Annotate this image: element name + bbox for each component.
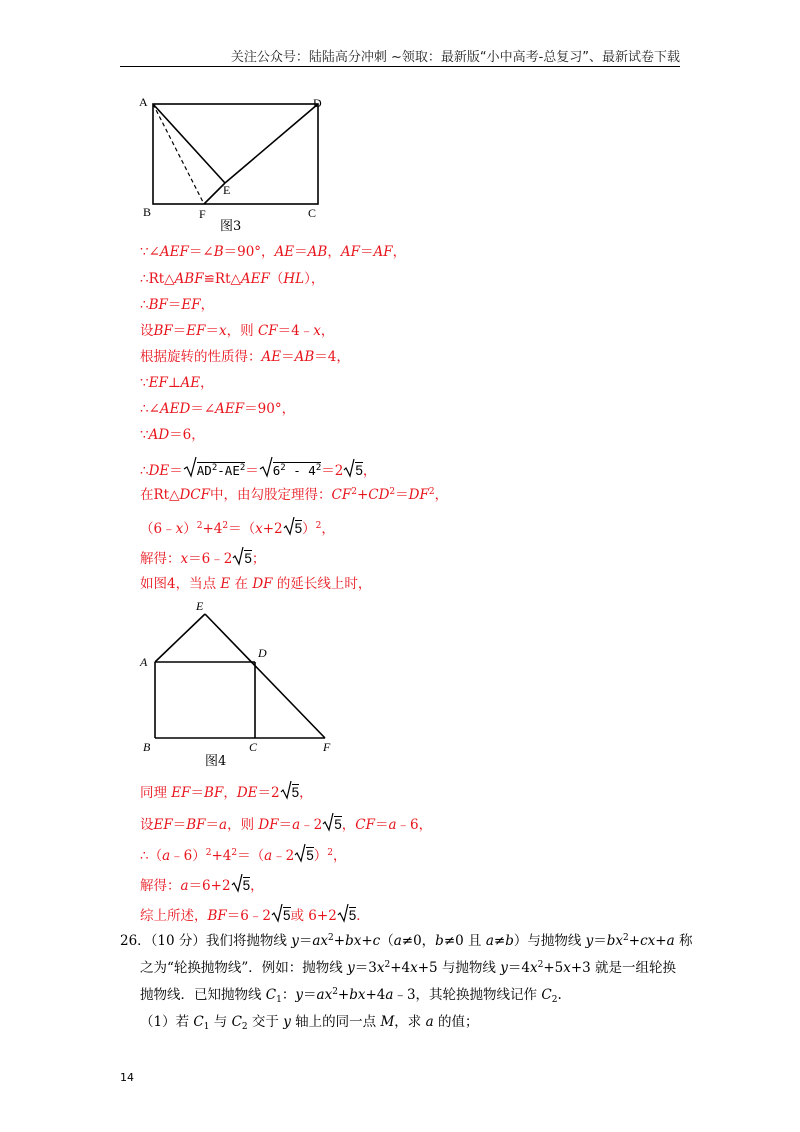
t: ，: [362, 463, 377, 479]
t: 26．（10 分）我们将抛物线: [120, 933, 292, 949]
t: ），: [304, 271, 325, 287]
t: x: [219, 323, 227, 339]
t: 中，由勾股定理得：: [210, 487, 332, 503]
t: （: [269, 271, 284, 287]
sqrt-radicand: 5: [291, 785, 300, 800]
t: 2: [280, 463, 286, 473]
t: +5: [543, 960, 564, 976]
t: AE: [180, 375, 201, 391]
t: ≠: [493, 933, 506, 949]
t: ）: [313, 848, 328, 864]
t: ＝: [245, 463, 259, 479]
page-number: 14: [120, 1071, 134, 1084]
t: ＝90°，: [223, 244, 275, 260]
t: BF: [148, 297, 168, 313]
sqrt-icon: [232, 546, 244, 566]
t: 2: [241, 1022, 248, 1032]
t: ∵∠: [140, 244, 160, 260]
t: 2: [211, 463, 218, 473]
t: 同理: [140, 785, 172, 801]
t: ＝: [294, 244, 308, 260]
sol-line-8: [140, 426, 205, 444]
sol-line-4: [140, 322, 334, 340]
t: 根据旋转的性质得：: [140, 349, 262, 365]
t: ＝6﹣2: [188, 551, 233, 567]
sol-line-18: [140, 903, 370, 925]
t: ；: [251, 551, 266, 567]
sqrt-radicand: 5: [348, 908, 357, 923]
t: +5 与抛物线: [417, 960, 501, 976]
t: 2: [315, 521, 322, 531]
t: 2: [239, 463, 246, 473]
t: ，: [341, 817, 356, 833]
t: ，: [250, 878, 264, 894]
sqrt-radicand: [273, 462, 321, 478]
sol-line-1: [140, 243, 406, 261]
sqrt-icon: [343, 458, 355, 478]
sqrt-radicand: 5: [242, 878, 251, 893]
sqrt-icon: [231, 873, 243, 893]
sqrt-icon: [294, 843, 306, 863]
t: y: [500, 960, 508, 976]
t: cx: [640, 933, 656, 949]
t: ）: [302, 521, 316, 537]
t: 设: [140, 323, 154, 339]
t: ax: [312, 933, 329, 949]
t: ＝: [593, 933, 607, 949]
rectangle-abcd: [153, 104, 318, 204]
t: ＝: [278, 817, 293, 833]
sol-line-15: [140, 812, 432, 834]
sqrt-icon: [322, 812, 334, 832]
t: C: [541, 987, 552, 1003]
t: ∴∠: [140, 401, 160, 417]
label-d: D: [258, 646, 267, 660]
segment-af-dashed: [153, 104, 204, 204]
t: 2: [551, 995, 558, 1005]
t: ax: [316, 987, 333, 1003]
t: ≠0，: [401, 933, 436, 949]
t: EF: [171, 785, 191, 801]
t: x: [255, 521, 263, 537]
t: 的延长线上时，: [272, 576, 372, 592]
figure-3-caption: 图3: [220, 219, 242, 234]
t: .: [557, 987, 562, 1003]
t: 2: [537, 960, 544, 970]
label-a: A: [139, 95, 148, 109]
t: ，: [320, 323, 335, 339]
t: ＝: [172, 817, 187, 833]
t: ：: [281, 987, 296, 1003]
t: a: [162, 848, 171, 864]
t: y: [585, 933, 594, 949]
t: a: [388, 817, 397, 833]
sqrt-radicand: 5: [306, 848, 314, 863]
t: 综上所述，: [140, 908, 208, 924]
page-header: 关注公众号：陆陆高分冲刺 ~领取：最新版“小中高考-总复习”、最新试卷下载: [230, 50, 680, 65]
t: 2: [328, 933, 334, 943]
t: 2: [222, 521, 229, 531]
t: b: [435, 933, 444, 949]
t: AD: [148, 427, 170, 443]
t: a: [485, 933, 494, 949]
t: DF: [408, 487, 429, 503]
t: 2: [389, 487, 396, 497]
segment-ae: [155, 614, 205, 662]
t: ，则: [226, 323, 258, 339]
t: ．: [356, 908, 370, 924]
t: C: [193, 1014, 204, 1030]
t: BF: [153, 323, 173, 339]
t: +3 就是一组轮换: [570, 960, 677, 976]
t: AE: [261, 349, 282, 365]
label-b: B: [143, 740, 151, 754]
t: （: [380, 933, 394, 949]
t: 轴上的同一点: [290, 1014, 381, 1030]
t: ＝∠: [190, 401, 216, 417]
sol-line-16: [140, 843, 347, 865]
t: ，: [392, 244, 407, 260]
t: bx: [345, 933, 362, 949]
t: 设: [140, 817, 154, 833]
t: +: [361, 933, 373, 949]
sol-line-17: [140, 873, 264, 895]
sol-line-5: [140, 348, 350, 366]
t: 2: [327, 848, 334, 858]
t: 在: [230, 576, 253, 592]
t: AF: [373, 244, 393, 260]
t: BF: [204, 785, 224, 801]
t: ＝: [205, 817, 220, 833]
t: ＝90°，: [244, 401, 296, 417]
sqrt-radicand: 5: [355, 463, 363, 478]
t: +: [337, 987, 350, 1003]
t: BF: [186, 817, 206, 833]
t: ，: [434, 487, 449, 503]
t: ＝: [298, 933, 313, 949]
t: a: [425, 1014, 434, 1030]
label-f: F: [199, 207, 206, 221]
t: 与: [209, 1014, 232, 1030]
t: bx: [349, 987, 366, 1003]
t: AB: [294, 349, 315, 365]
t: ＝（: [228, 521, 256, 537]
t: ＝: [167, 297, 182, 313]
t: 抛物线．已知抛物线: [140, 987, 266, 1003]
t: ∴: [140, 463, 149, 479]
t: c: [372, 933, 381, 949]
t: ）与抛物线: [513, 933, 586, 949]
t: ＝4，: [314, 349, 350, 365]
sol-line-11: [140, 516, 335, 538]
t: ＝: [395, 487, 409, 503]
t: a: [264, 848, 273, 864]
sol-line-14: [140, 780, 313, 802]
sqrt-radicand: 5: [334, 817, 342, 832]
label-e: E: [196, 599, 204, 613]
sqrt-radicand: 5: [244, 551, 252, 566]
t: 6: [272, 463, 281, 478]
t: ，: [321, 521, 335, 537]
t: 或 6+2: [290, 908, 337, 924]
t: AEF: [159, 244, 189, 260]
header-rule: [120, 66, 680, 67]
t: - 4: [285, 463, 316, 478]
t: 2: [623, 933, 629, 943]
t: M: [380, 1014, 395, 1030]
t: AB: [307, 244, 328, 260]
t: x: [563, 960, 571, 976]
t: AD: [196, 463, 212, 478]
sol-line-2: [140, 270, 324, 288]
label-e: E: [223, 183, 231, 197]
t: 2: [205, 848, 212, 858]
label-d: D: [313, 96, 322, 110]
t: ＝∠: [188, 244, 214, 260]
t: BF: [207, 908, 227, 924]
t: ≌Rt△: [203, 271, 241, 287]
t: 2: [315, 463, 322, 473]
t: CF: [331, 487, 352, 503]
t: +: [333, 933, 346, 949]
t: -AE: [217, 463, 240, 478]
t: ＝3: [354, 960, 377, 976]
label-b: B: [143, 205, 152, 219]
question-26-line-3: [140, 986, 562, 1004]
t: B: [213, 244, 224, 260]
t: 解得：: [140, 551, 181, 567]
t: 的值；: [433, 1014, 479, 1030]
t: ＝4: [507, 960, 530, 976]
t: ，: [200, 375, 214, 391]
sol-line-6: [140, 374, 214, 392]
t: ，: [327, 244, 341, 260]
t: 在Rt△: [140, 487, 180, 503]
t: bx: [606, 933, 624, 949]
t: ＝: [190, 785, 205, 801]
sqrt-icon: [259, 456, 273, 478]
t: AF: [340, 244, 360, 260]
t: x: [313, 323, 321, 339]
t: AE: [274, 244, 295, 260]
t: AED: [159, 401, 191, 417]
t: ，: [223, 785, 237, 801]
t: x: [410, 960, 418, 976]
t: EF: [148, 375, 168, 391]
sqrt-icon: [337, 903, 349, 923]
t: ，则: [227, 817, 259, 833]
t: x: [180, 551, 189, 567]
t: 1: [276, 995, 282, 1005]
t: y: [347, 960, 355, 976]
t: （6﹣: [140, 521, 176, 537]
t: +4: [390, 960, 411, 976]
t: x: [175, 521, 184, 537]
t: C: [265, 987, 277, 1003]
t: +4: [202, 521, 223, 537]
figure-4: [130, 596, 350, 772]
question-26-line-4: [140, 1013, 478, 1031]
t: +2: [262, 521, 283, 537]
t: y: [291, 933, 299, 949]
t: +4: [365, 987, 386, 1003]
t: 2: [196, 521, 203, 531]
sqrt-icon: [283, 516, 295, 536]
t: a: [180, 878, 189, 894]
label-a: A: [140, 655, 148, 669]
t: 交于: [247, 1014, 284, 1030]
t: x: [376, 960, 385, 976]
t: CD: [368, 487, 390, 503]
sol-line-7: [140, 400, 295, 418]
t: ＝: [169, 463, 183, 479]
t: 解得：: [140, 878, 181, 894]
label-f: F: [323, 740, 331, 754]
t: CF: [257, 323, 278, 339]
figure-4-caption: 图4: [205, 754, 227, 769]
t: （1）若: [140, 1014, 194, 1030]
t: b: [505, 933, 514, 949]
t: ﹣6）: [170, 848, 206, 864]
t: ＝2: [257, 785, 280, 801]
t: ，求: [394, 1014, 426, 1030]
t: ∵: [140, 375, 149, 391]
segment-ef: [205, 614, 325, 738]
question-26-line-1: [120, 932, 692, 950]
t: ）: [183, 521, 197, 537]
t: ，: [299, 785, 313, 801]
segment-ed: [225, 104, 318, 183]
t: ﹣6，: [396, 817, 433, 833]
t: DCF: [179, 487, 211, 503]
t: ＝: [374, 817, 389, 833]
t: +: [628, 933, 641, 949]
t: a: [292, 817, 301, 833]
t: +: [356, 487, 369, 503]
sol-line-9: [140, 456, 376, 480]
t: a: [219, 817, 228, 833]
t: y: [295, 987, 304, 1003]
t: +: [655, 933, 667, 949]
t: y: [283, 1014, 291, 1030]
sqrt-icon: [271, 903, 283, 923]
sqrt-radicand: 5: [294, 521, 303, 536]
t: +4: [211, 848, 232, 864]
t: a: [666, 933, 675, 949]
t: x: [529, 960, 538, 976]
t: ＝6﹣2: [226, 908, 271, 924]
t: 如图4，当点: [140, 576, 221, 592]
t: ∴: [140, 297, 149, 313]
sol-line-10: [140, 486, 448, 504]
t: DF: [258, 817, 279, 833]
t: ＝4﹣: [277, 323, 314, 339]
t: 2: [231, 848, 238, 858]
sqrt-icon: [280, 780, 292, 800]
segment-ae: [153, 104, 225, 183]
t: ＝: [205, 323, 220, 339]
figure-3: [130, 90, 340, 240]
t: 2: [428, 487, 435, 497]
question-26-line-2: [140, 959, 676, 977]
t: AEF: [215, 401, 245, 417]
t: a: [393, 933, 402, 949]
t: EF: [186, 323, 206, 339]
t: ⊥: [167, 375, 181, 391]
t: ＝: [281, 349, 295, 365]
t: ，: [333, 848, 347, 864]
t: 之为“轮换抛物线”．例如：抛物线: [140, 960, 348, 976]
t: 称: [674, 933, 693, 949]
t: ，: [200, 297, 215, 313]
t: ABF: [174, 271, 204, 287]
t: ＝（: [237, 848, 265, 864]
t: a: [385, 987, 394, 1003]
sol-line-12: [140, 546, 265, 568]
t: HL: [283, 271, 305, 287]
t: C: [231, 1014, 242, 1030]
sol-line-13: [140, 575, 371, 593]
sol-line-3: [140, 296, 214, 314]
label-c: C: [308, 206, 317, 220]
sqrt-icon: [183, 456, 197, 478]
t: E: [220, 576, 231, 592]
t: ＝2: [321, 463, 344, 479]
t: ＝6+2: [188, 878, 231, 894]
t: 2: [351, 487, 357, 497]
t: EF: [153, 817, 173, 833]
t: ＝6，: [169, 427, 205, 443]
t: CF: [355, 817, 375, 833]
t: ＝: [172, 323, 187, 339]
t: ＝: [303, 987, 317, 1003]
t: DF: [252, 576, 273, 592]
t: 2: [384, 960, 391, 970]
sqrt-radicand: [197, 462, 245, 478]
t: ﹣3，其轮换抛物线记作: [393, 987, 542, 1003]
t: 1: [203, 1022, 210, 1032]
t: ﹣2: [272, 848, 295, 864]
t: DE: [148, 463, 170, 479]
t: 2: [332, 987, 338, 997]
t: ﹣2: [300, 817, 323, 833]
t: DE: [236, 785, 258, 801]
t: ＝: [359, 244, 374, 260]
segment-ef: [204, 183, 225, 204]
t: EF: [181, 297, 201, 313]
t: ∴（: [140, 848, 163, 864]
t: ≠0 且: [443, 933, 486, 949]
sqrt-radicand: 5: [282, 908, 291, 923]
label-c: C: [249, 740, 258, 754]
t: ∴Rt△: [140, 271, 175, 287]
t: AEF: [240, 271, 270, 287]
t: ∵: [140, 427, 149, 443]
